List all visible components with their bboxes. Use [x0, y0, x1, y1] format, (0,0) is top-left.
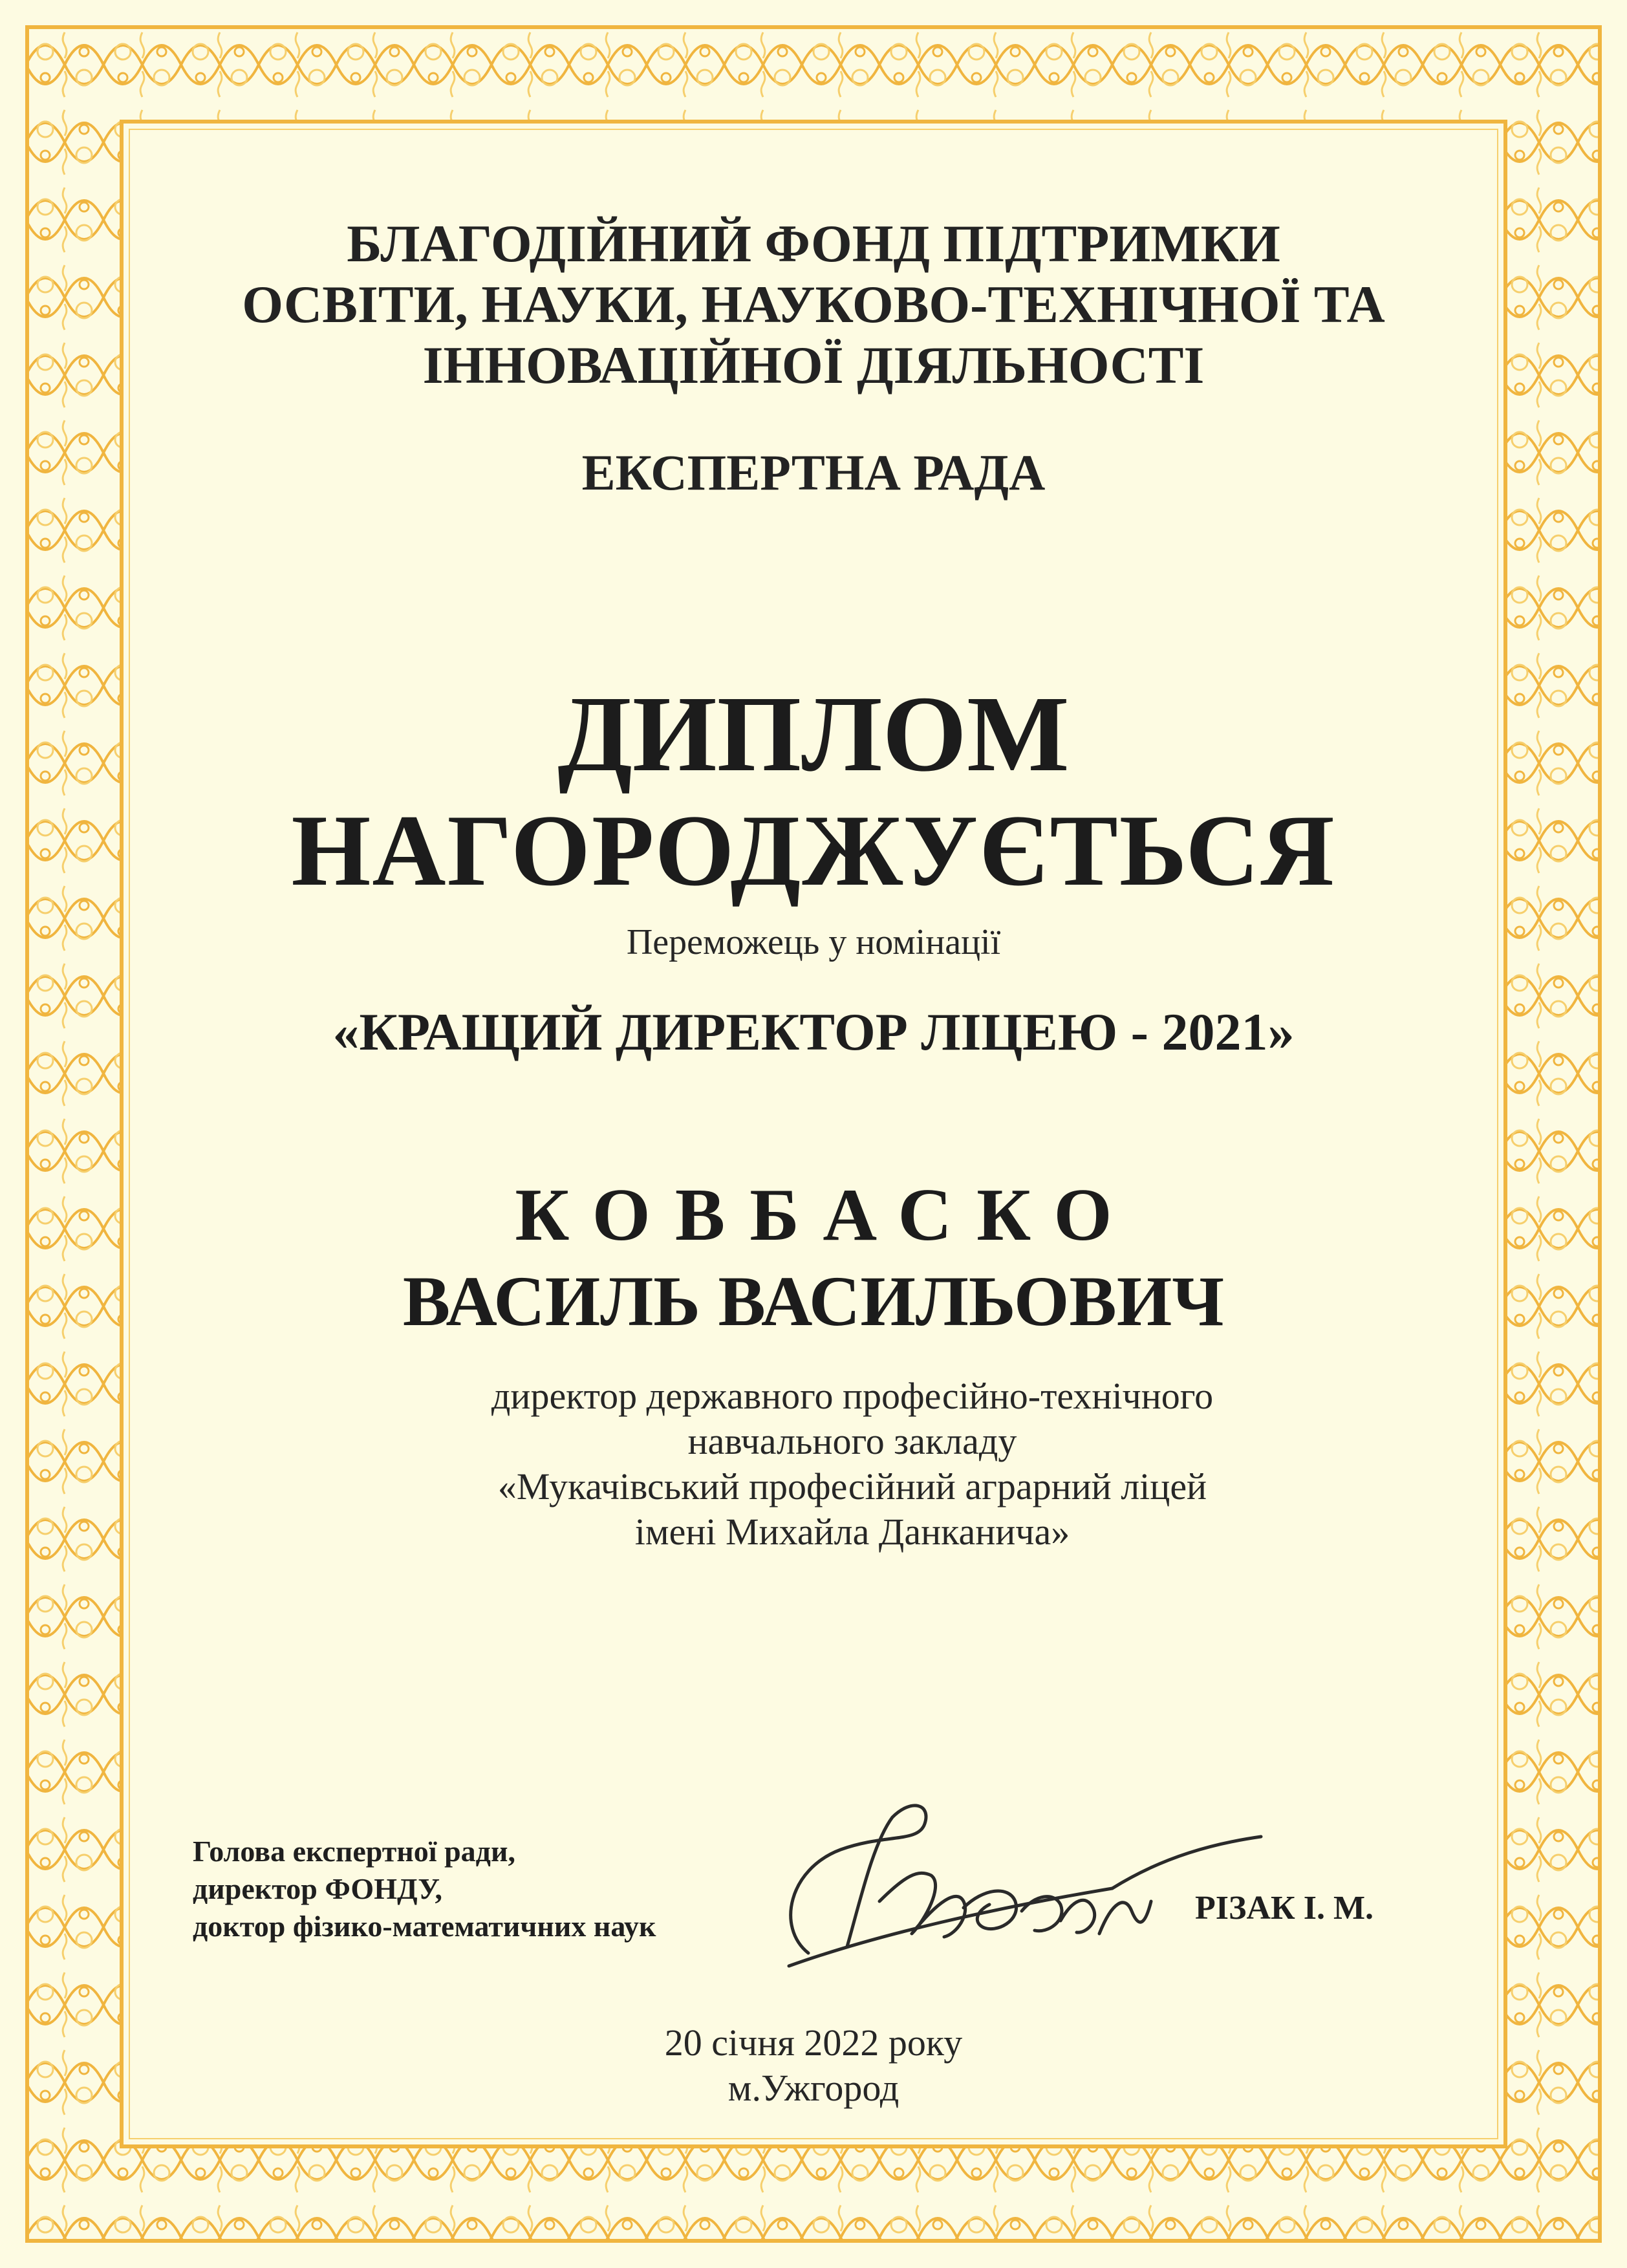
nomination-intro: Переможець у номінації	[626, 922, 1001, 962]
organization-line-3: ІННОВАЦІЙНОЇ ДІЯЛЬНОСТІ	[422, 336, 1205, 394]
recipient-given-names: ВАСИЛЬ ВАСИЛЬОВИЧ	[402, 1262, 1225, 1341]
nomination-title: «КРАЩИЙ ДИРЕКТОР ЛІЦЕЮ - 2021»	[332, 1002, 1295, 1061]
recipient-surname: КОВБАСКО	[515, 1174, 1137, 1257]
position-line-3: «Мукачівський професійний аграрний ліцей	[497, 1465, 1207, 1507]
signatory-titles	[193, 1833, 656, 1945]
council-title: ЕКСПЕРТНА РАДА	[581, 444, 1046, 501]
diploma-title: ДИПЛОМ	[557, 674, 1070, 794]
issue-city: м.Ужгород	[727, 2067, 900, 2109]
signatory-title-line-3: доктор фізико-математичних наук	[193, 1910, 656, 1943]
organization-title	[0, 213, 1627, 396]
signatory-title-line-1: Голова експертної ради,	[193, 1835, 515, 1868]
position-line-2: навчального закладу	[687, 1420, 1017, 1462]
awarded-heading: НАГОРОДЖУЄТЬСЯ	[291, 794, 1336, 907]
recipient-position	[0, 1374, 1627, 1555]
position-line-4: імені Михайла Данканича»	[634, 1511, 1070, 1553]
issue-date: 20 січня 2022 року	[664, 2022, 963, 2064]
signatory-name: РІЗАК І. М.	[1195, 1890, 1374, 1927]
position-line-1: директор державного професійно-технічного	[491, 1375, 1214, 1417]
organization-line-2: ОСВІТИ, НАУКИ, НАУКОВО-ТЕХНІЧНОЇ ТА	[242, 275, 1385, 334]
organization-line-1: БЛАГОДІЙНИЙ ФОНД ПІДТРИМКИ	[347, 214, 1280, 273]
handwritten-signature	[750, 1772, 1280, 1985]
signatory-title-line-2: директор ФОНДУ,	[193, 1872, 442, 1905]
